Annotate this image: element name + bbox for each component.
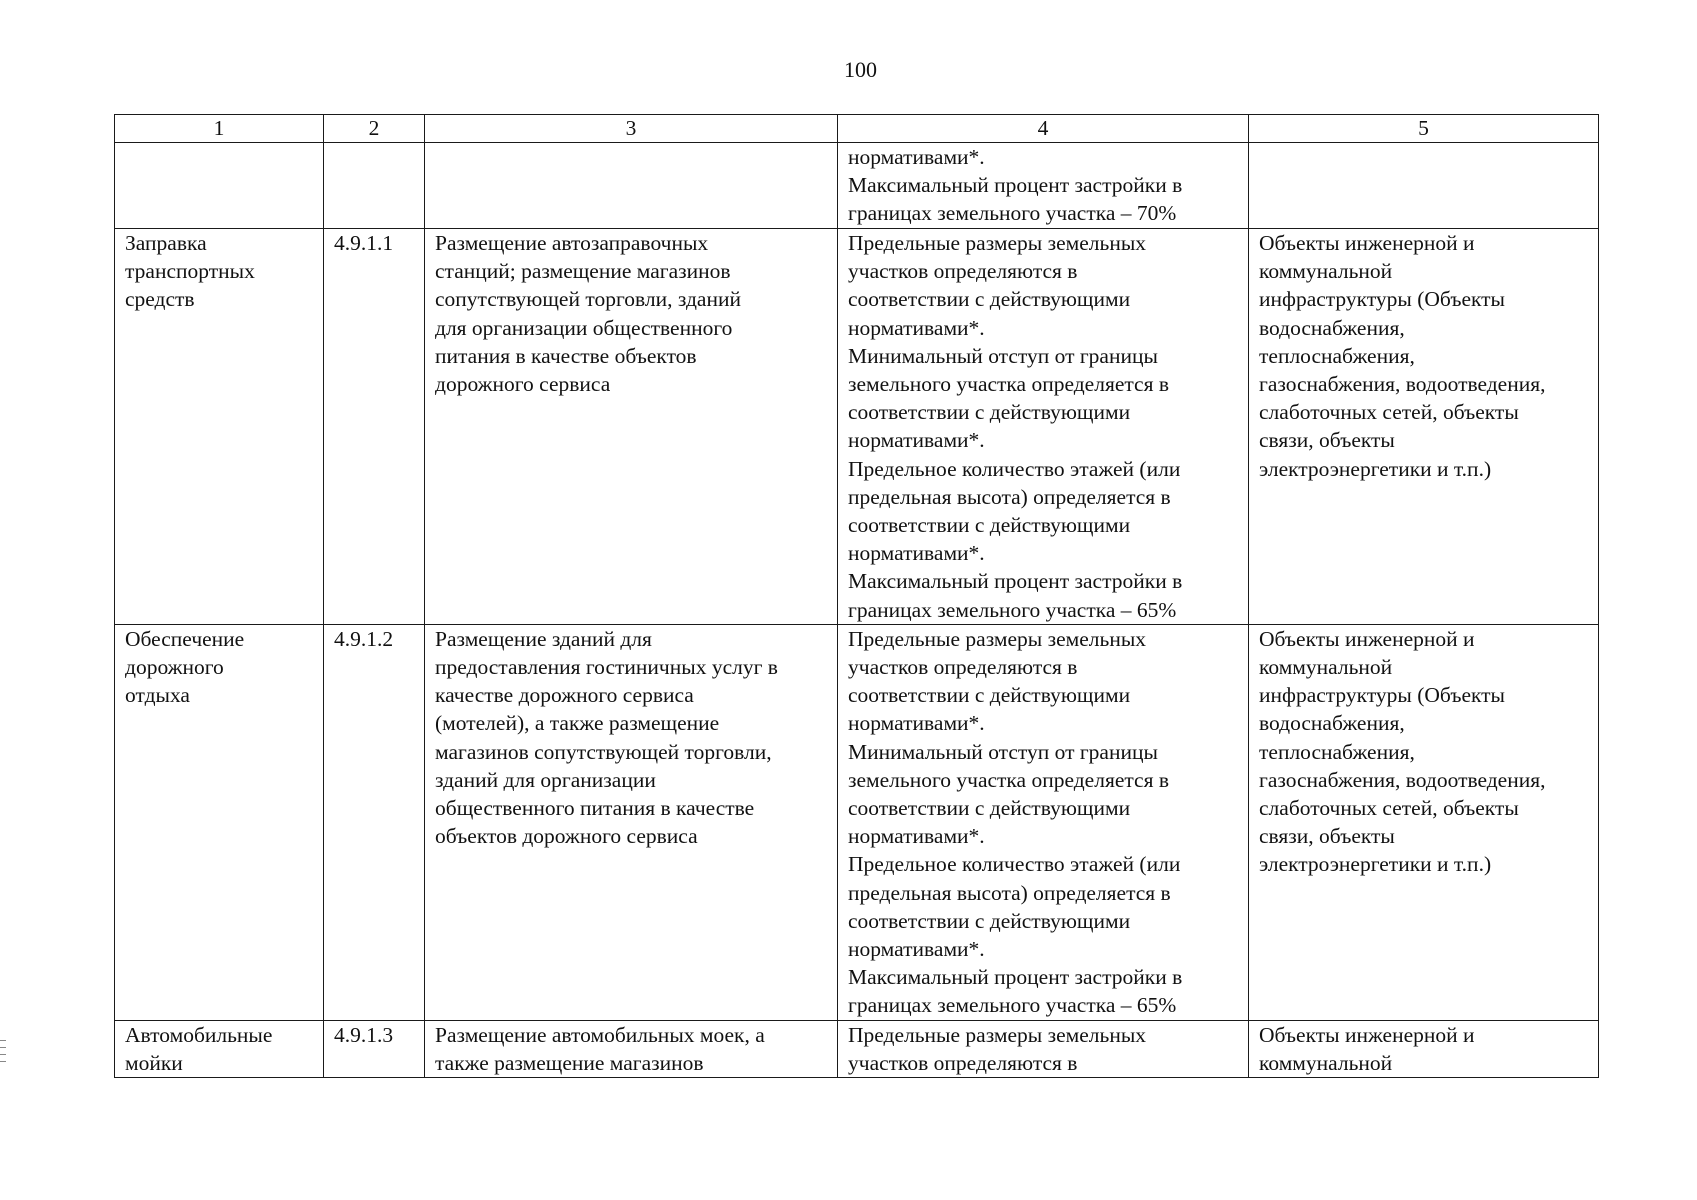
cell-line: нормативами*.	[848, 145, 985, 169]
cell-line: газоснабжения, водоотведения,	[1259, 767, 1546, 792]
cell-line: Объекты инженерной и	[1259, 626, 1475, 651]
cell-line: земельного участка определяется в	[848, 372, 1169, 397]
cell-line: слаботочных сетей, объекты	[1259, 796, 1519, 821]
cell-line: слаботочных сетей, объекты	[1259, 400, 1519, 425]
cell-line: средств	[125, 287, 195, 312]
cell-use-name	[115, 1020, 324, 1077]
cell-line: дорожного сервиса	[435, 372, 611, 397]
cell-line: соответствии с действующими	[848, 683, 1131, 708]
cell-line: теплоснабжения,	[1259, 343, 1415, 368]
cell-line: газоснабжения, водоотведения,	[1259, 372, 1546, 397]
scan-mark	[0, 1061, 6, 1062]
cell-line: участков определяются в	[848, 1050, 1078, 1075]
cell-line: 4.9.1.2	[334, 626, 394, 651]
scan-mark	[0, 1047, 6, 1048]
cell-line: объектов дорожного сервиса	[435, 824, 698, 849]
cell-line: отдыха	[125, 683, 190, 708]
cell-parameters	[838, 229, 1249, 625]
scan-mark	[0, 1054, 6, 1055]
cell-line: (мотелей), а также размещение	[435, 711, 720, 736]
cell-line: границах земельного участка – 65%	[848, 993, 1177, 1018]
scan-mark	[0, 1040, 6, 1041]
cell-auxiliary-objects	[1249, 1020, 1599, 1077]
cell-line: качестве дорожного сервиса	[435, 683, 694, 708]
cell-line: предельная высота) определяется в	[848, 880, 1171, 905]
cell-line: общественного питания в качестве	[435, 796, 755, 821]
cell-parameters	[838, 143, 1249, 229]
cell-line: границах земельного участка – 70%	[848, 201, 1177, 226]
cell-line: связи, объекты	[1259, 428, 1395, 453]
cell-description	[425, 229, 838, 625]
cell-line: коммунальной	[1259, 655, 1393, 680]
cell-line: Предельное количество этажей (или	[848, 852, 1181, 877]
cell-line: предоставления гостиничных услуг в	[435, 655, 778, 680]
cell-line: также размещение магазинов	[435, 1050, 704, 1075]
cell-line: теплоснабжения,	[1259, 739, 1415, 764]
cell-line: 4.9.1.3	[334, 1022, 394, 1047]
cell-line: нормативами*.	[848, 428, 985, 453]
cell-line: нормативами*.	[848, 541, 985, 566]
cell-line: участков определяются в	[848, 259, 1078, 284]
table-row	[115, 1020, 1599, 1077]
page-number: 100	[844, 57, 877, 82]
cell-line: соответствии с действующими	[848, 287, 1131, 312]
cell-line: Обеспечение	[125, 626, 245, 651]
scan-margin-marks	[0, 1040, 6, 1090]
cell-line: электроэнергетики и т.п.)	[1259, 852, 1492, 877]
header-col-2: 2	[324, 115, 425, 143]
cell-line: Максимальный процент застройки в	[848, 965, 1183, 990]
cell-line: предельная высота) определяется в	[848, 484, 1171, 509]
table-row	[115, 624, 1599, 1020]
cell-use-name	[115, 229, 324, 625]
cell-line: земельного участка определяется в	[848, 767, 1169, 792]
cell-line: Размещение автомобильных моек, а	[435, 1022, 765, 1047]
cell-line: Предельное количество этажей (или	[848, 456, 1181, 481]
cell-line: водоснабжения,	[1259, 315, 1405, 340]
cell-line: связи, объекты	[1259, 824, 1395, 849]
cell-use-name	[115, 624, 324, 1020]
land-use-table	[114, 114, 1599, 1078]
header-col-5: 5	[1249, 115, 1599, 143]
cell-code	[324, 143, 425, 229]
cell-description	[425, 624, 838, 1020]
table-row	[115, 229, 1599, 625]
cell-line: коммунальной	[1259, 259, 1393, 284]
cell-line: коммунальной	[1259, 1050, 1393, 1075]
cell-line: Размещение зданий для	[435, 626, 652, 651]
cell-line: Размещение автозаправочных	[435, 231, 709, 255]
cell-line: соответствии с действующими	[848, 513, 1131, 538]
cell-line: электроэнергетики и т.п.)	[1259, 456, 1492, 481]
cell-line: Предельные размеры земельных	[848, 1022, 1147, 1047]
cell-auxiliary-objects	[1249, 624, 1599, 1020]
cell-line: Предельные размеры земельных	[848, 626, 1147, 651]
cell-auxiliary-objects	[1249, 229, 1599, 625]
cell-line: зданий для организации	[435, 767, 656, 792]
cell-description	[425, 143, 838, 229]
cell-line: инфраструктуры (Объекты	[1259, 287, 1506, 312]
cell-line: границах земельного участка – 65%	[848, 597, 1177, 622]
header-col-4: 4	[838, 115, 1249, 143]
cell-line: мойки	[125, 1050, 183, 1075]
cell-line: соответствии с действующими	[848, 908, 1131, 933]
cell-line: соответствии с действующими	[848, 796, 1131, 821]
header-row	[115, 115, 1599, 143]
cell-line: для организации общественного	[435, 315, 733, 340]
cell-line: нормативами*.	[848, 315, 985, 340]
cell-code	[324, 624, 425, 1020]
cell-parameters	[838, 1020, 1249, 1077]
cell-line: Объекты инженерной и	[1259, 231, 1475, 255]
cell-line: транспортных	[125, 259, 255, 284]
cell-auxiliary-objects	[1249, 143, 1599, 229]
cell-line: питания в качестве объектов	[435, 343, 697, 368]
cell-line: Максимальный процент застройки в	[848, 173, 1183, 198]
cell-line: сопутствующей торговли, зданий	[435, 287, 741, 312]
cell-use-name	[115, 143, 324, 229]
cell-line: нормативами*.	[848, 711, 985, 736]
cell-line: магазинов сопутствующей торговли,	[435, 739, 772, 764]
cell-line: Заправка	[125, 231, 207, 255]
cell-code	[324, 229, 425, 625]
cell-line: участков определяются в	[848, 655, 1078, 680]
cell-line: нормативами*.	[848, 824, 985, 849]
cell-line: дорожного	[125, 655, 224, 680]
cell-line: Минимальный отступ от границы	[848, 343, 1158, 368]
cell-parameters	[838, 624, 1249, 1020]
cell-line: Максимальный процент застройки в	[848, 569, 1183, 594]
cell-code	[324, 1020, 425, 1077]
cell-line: Объекты инженерной и	[1259, 1022, 1475, 1047]
cell-line: Минимальный отступ от границы	[848, 739, 1158, 764]
header-col-3: 3	[425, 115, 838, 143]
cell-line: соответствии с действующими	[848, 400, 1131, 425]
table-row	[115, 143, 1599, 229]
cell-line: 4.9.1.1	[334, 231, 394, 255]
header-col-1: 1	[115, 115, 324, 143]
cell-line: станций; размещение магазинов	[435, 259, 731, 284]
cell-description	[425, 1020, 838, 1077]
cell-line: водоснабжения,	[1259, 711, 1405, 736]
cell-line: инфраструктуры (Объекты	[1259, 683, 1506, 708]
cell-line: нормативами*.	[848, 937, 985, 962]
cell-line: Автомобильные	[125, 1022, 273, 1047]
cell-line: Предельные размеры земельных	[848, 231, 1147, 255]
